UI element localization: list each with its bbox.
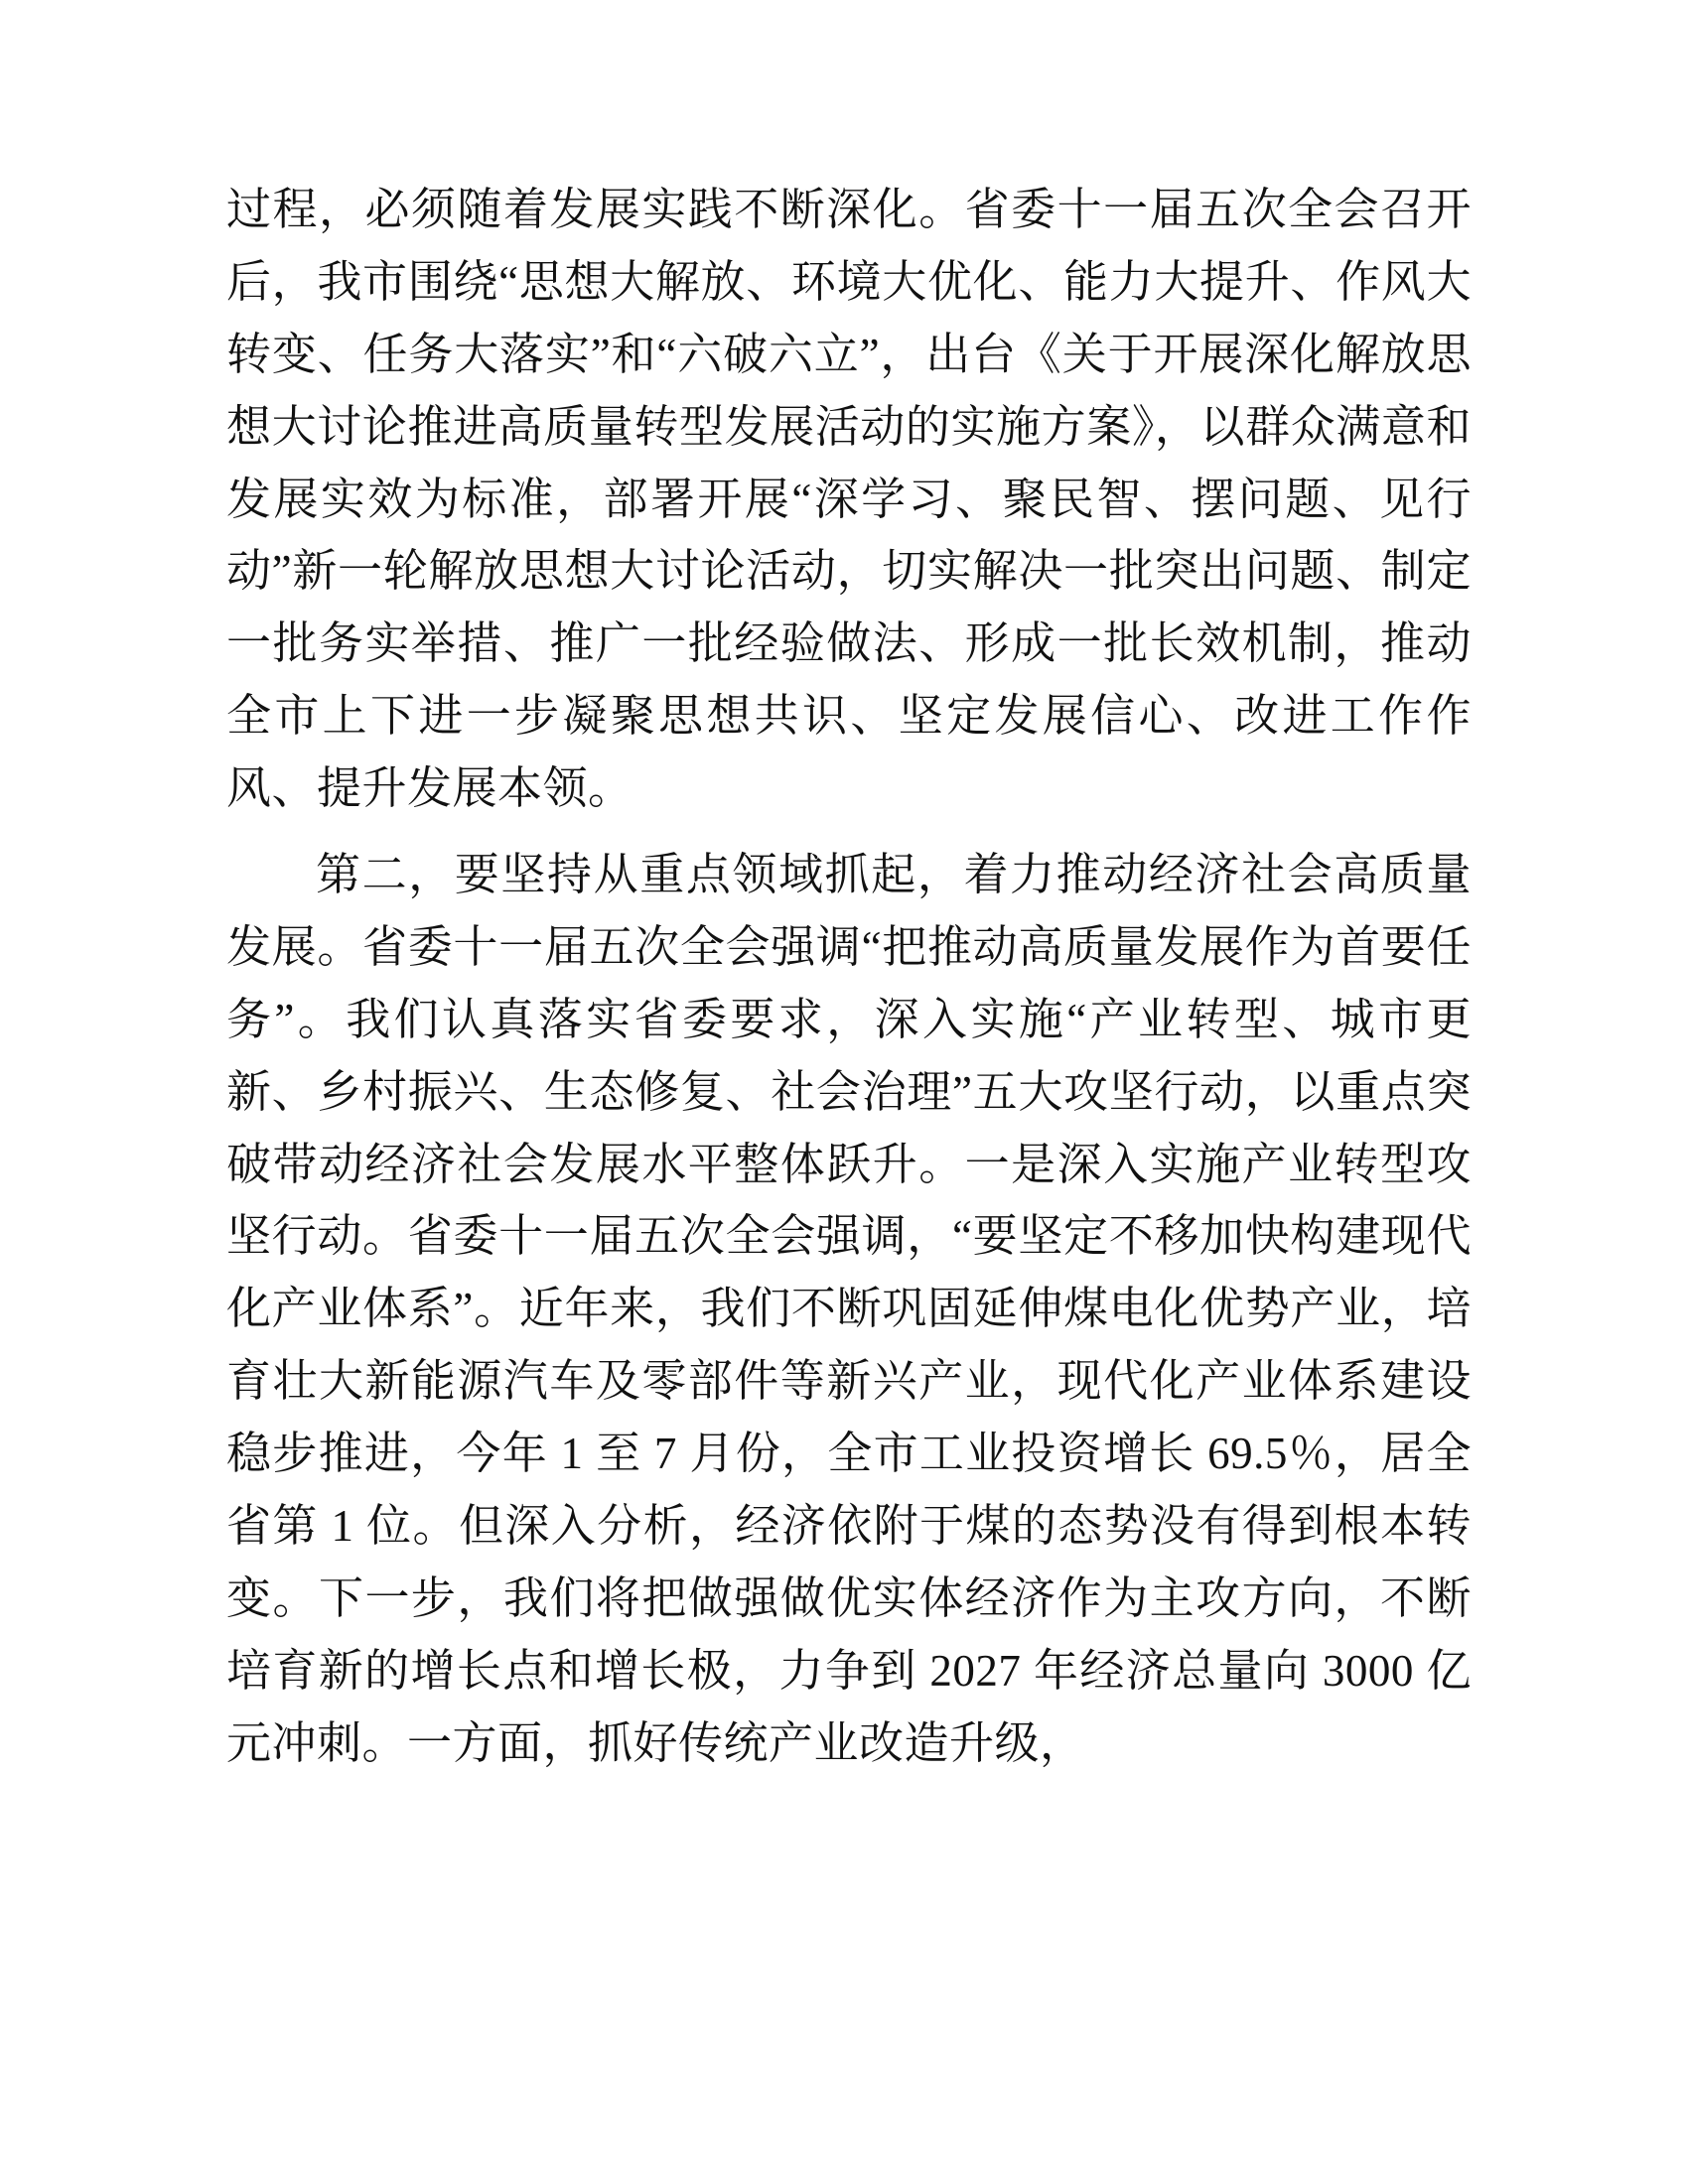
paragraph-1: 过程，必须随着发展实践不断深化。省委十一届五次全会召开后，我市围绕“思想大解放、环境大优化、能力大提升、作风大转变、任务大落实”和“六破六立”，出台《关于开展深化解放思想大讨论推进高质量转型发展活动的实施方案》，以群众满意和发展实效为标准，部署开展“深学习、聚民智、摆问题、见行动”新一轮解放思想大讨论活动，切实解决一批突出问题、制定一批务实举措、推广一批经验做法、形成一批长效机制，推动全市上下进一步凝聚思想共识、坚定发展信心、改进工作作风、提升发展本领。: [226, 185, 1472, 814]
document-body: [226, 174, 1472, 1780]
paragraph-2: 第二，要坚持从重点领域抓起，着力推动经济社会高质量发展。省委十一届五次全会强调“把推动高质量发展作为首要任务”。我们认真落实省委要求，深入实施“产业转型、城市更新、乡村振兴、生态修复、社会治理”五大攻坚行动，以重点突破带动经济社会发展水平整体跃升。一是深入实施产业转型攻坚行动。省委十一届五次全会强调，“要坚定不移加快构建现代化产业体系”。近年来，我们不断巩固延伸煤电化优势产业，培育壮大新能源汽车及零部件等新兴产业，现代化产业体系建设稳步推进，今年 1 至 7 月份，全市工业投资增长 69.5％，居全省第 1 位。但深入分析，经济依附于煤的态势没有得到根本转变。下一步，我们将把做强做优实体经济作为主攻方向，不断培育新的增长点和增长极，力争到 2027 年经济总量向 3000 亿元冲刺。一方面，抓好传统产业改造升级，: [226, 850, 1472, 1768]
